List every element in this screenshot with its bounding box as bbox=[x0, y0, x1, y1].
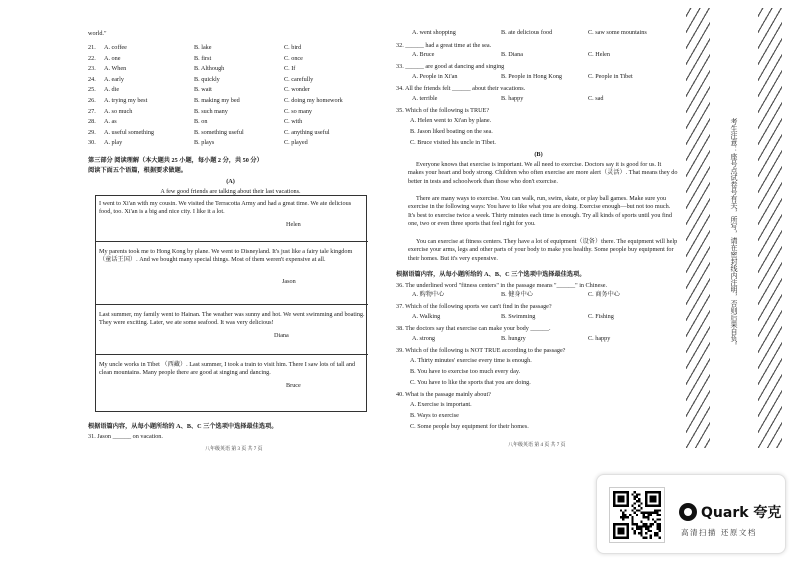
question-number: 29. bbox=[88, 128, 96, 136]
question-35: 35. Which of the following is TRUE? bbox=[396, 107, 490, 114]
option-a: A. Bruce bbox=[412, 51, 435, 58]
option-b: B. wait bbox=[194, 86, 212, 94]
question-number: 30. bbox=[88, 139, 96, 147]
q40-option-b: B. Ways to exercise bbox=[410, 412, 459, 419]
option-a: A. 购物中心 bbox=[412, 291, 445, 298]
option-c: C. Helen bbox=[588, 51, 610, 58]
q39-option-a: A. Thirty minutes' exercise every time is enough. bbox=[410, 357, 532, 364]
instruction-b: 根据语篇内容，从每小题所给的 A、B、C 三个选项中选择最佳选项。 bbox=[396, 271, 586, 278]
question-40: 40. What is the passage mainly about? bbox=[396, 391, 491, 398]
quark-scan-badge[interactable] bbox=[596, 474, 786, 554]
q40-option-a: A. Exercise is important. bbox=[410, 401, 472, 408]
option-b: B. hungry bbox=[501, 335, 526, 342]
question-number: 26. bbox=[88, 97, 96, 104]
qr-code-icon[interactable] bbox=[609, 487, 665, 543]
passage-b-paragraph: Everyone knows that exercise is important. We all need to exercise. Doctors say it is good for us. It makes your heart and body strong. Children who often exercise are more alert（灵活）. That means they do better in tests and schoolwork than those who don't exercise. bbox=[408, 161, 678, 185]
option-c: C. bird bbox=[284, 44, 302, 51]
option-a: A. early bbox=[104, 75, 124, 83]
q37-options bbox=[404, 312, 684, 321]
option-c: C. with bbox=[284, 118, 303, 126]
q39-option-b: B. You have to exercise too much every day. bbox=[410, 368, 521, 375]
option-a: A. went shopping bbox=[412, 29, 456, 36]
q38-options bbox=[404, 334, 684, 343]
option-a: A. one bbox=[104, 54, 121, 62]
question-number: 23. bbox=[88, 65, 96, 73]
option-c: C. wonder bbox=[284, 86, 310, 94]
option-c: C. People in Tibet bbox=[588, 73, 633, 80]
hatch-pattern bbox=[758, 8, 782, 448]
q40-option-c: C. Some people buy equipment for their homes. bbox=[410, 423, 529, 430]
option-a: A. Walking bbox=[412, 313, 441, 320]
option-b: B. such many bbox=[194, 107, 228, 115]
option-b: B. something useful bbox=[194, 128, 244, 136]
option-b: B. happy bbox=[501, 95, 524, 102]
q33-options bbox=[404, 72, 684, 81]
left-footer: 八年级英语 第 3 页 共 7 页 bbox=[205, 447, 263, 452]
entry-text: My uncle works in Tibet （西藏）. Last summer, I took a train to visit him. There I saw lots of tall and clean mountains. Many people there are good at singing and dancing. bbox=[99, 361, 356, 377]
entry-name: Jason bbox=[282, 278, 296, 285]
question-34: 34. All the friends felt ______ about their vacations. bbox=[396, 85, 526, 92]
option-a: A. die bbox=[104, 86, 120, 94]
option-a: A. People in Xi'an bbox=[412, 73, 458, 80]
q34-options bbox=[404, 94, 684, 103]
quark-logo-icon bbox=[679, 503, 697, 521]
option-a: A. When bbox=[104, 65, 127, 73]
option-a: A. useful something bbox=[104, 128, 155, 136]
right-footer: 八年级英语 第 4 页 共 7 页 bbox=[508, 443, 566, 448]
option-b: B. quickly bbox=[194, 75, 220, 83]
candidate-notice: 考生注意：座号点试卷号有关，所写，请在密封线内注明，否则后果自负。 bbox=[730, 118, 738, 349]
option-c: C. anything useful bbox=[284, 128, 330, 136]
instruction-31: 根据语篇内容，从每小题所给的 A、B、C 三个选项中选择最佳选项。 bbox=[88, 423, 278, 430]
hatch-pattern bbox=[686, 8, 710, 448]
part3-instruction: 阅读下面五个语篇，根据要求做题。 bbox=[88, 167, 187, 174]
entry-name: Bruce bbox=[286, 382, 301, 389]
binding-margin bbox=[686, 8, 794, 448]
entry-name: Helen bbox=[286, 221, 301, 228]
top-fragment: world." bbox=[88, 30, 107, 37]
question-number: 21. bbox=[88, 44, 96, 51]
entry-text: I went to Xi'an with my cousin. We visited the Terracotta Army and had a great time. We ate delicious food, too. Xi'an is a big and nice city. I like it a lot. bbox=[99, 200, 352, 216]
option-c: C. so many bbox=[284, 107, 313, 115]
question-31: 31. Jason ______ on vacation. bbox=[88, 433, 163, 440]
option-c: C. carefully bbox=[284, 75, 314, 83]
q35-option-a: A. Helen went to Xi'an by plane. bbox=[410, 117, 492, 124]
question-37: 37. Which of the following sports we can't find in the passage? bbox=[396, 303, 552, 310]
question-32: 32. ______ had a great time at the sea. bbox=[396, 42, 492, 49]
option-b: B. on bbox=[194, 118, 208, 126]
quark-subtitle: 高清扫描 还原文档 bbox=[681, 528, 757, 537]
option-b: B. plays bbox=[194, 139, 215, 147]
option-b: B. Diana bbox=[501, 51, 523, 58]
q35-option-b: B. Jason liked boating on the sea. bbox=[410, 128, 493, 135]
option-b: B. Swimming bbox=[501, 313, 536, 320]
part3-title: 第三部分 阅读理解（本大题共 25 小题，每小题 2 分，共 50 分） bbox=[88, 157, 263, 164]
passage-b-paragraph: There are many ways to exercise. You can walk, run, swim, skate, or play ball games. Make sure you exercise in the following ways: You have to like what you are doing. Exercise enough—but not too much. It's best to exercise twice a week. Thirty minutes each time is enough. Try all kinds of sports until you find one, two or even three sports that feel right for you. bbox=[408, 195, 672, 228]
section-b-label: (B) bbox=[534, 151, 543, 158]
option-b: B. People in Hong Kong bbox=[501, 73, 563, 80]
q35-option-c: C. Bruce visited his uncle in Tibet. bbox=[410, 139, 496, 146]
entry-text: Last summer, my family went to Hainan. The weather was sunny and hot. We went swimming and boating. They were exciting. Later, we ate some seafood. It was very delicious! bbox=[99, 311, 365, 327]
question-39: 39. Which of the following is NOT TRUE according to the passage? bbox=[396, 347, 566, 354]
option-b: B. 健身中心 bbox=[501, 291, 533, 298]
q32-options bbox=[404, 50, 684, 59]
question-number: 27. bbox=[88, 107, 96, 115]
option-b: B. first bbox=[194, 54, 212, 62]
passage-b-paragraph: You can exercise at fitness centers. They have a lot of equipment（设备）there. The equipment will help exercise your arms, legs and other parts of your body to make you healthy. Some people buy equipment for their homes. But it's very expensive. bbox=[408, 238, 678, 262]
option-c: C. saw some mountains bbox=[588, 29, 647, 36]
option-c: C. played bbox=[284, 139, 308, 147]
option-b: B. making my bed bbox=[194, 97, 240, 104]
q39-option-c: C. You have to like the sports that you are doing. bbox=[410, 379, 531, 386]
option-c: C. once bbox=[284, 54, 303, 62]
option-a: A. strong bbox=[412, 335, 436, 342]
entry-text: My parents took me to Hong Kong by plane. We went to Disneyland. It's just like a fairy tale kingdom （童话王国）. And we bought many special things. Most of them weren't expensive at all. bbox=[99, 248, 353, 264]
question-number: 28. bbox=[88, 118, 96, 126]
question-number: 25. bbox=[88, 86, 96, 94]
passage-a-intro: A few good friends are talking about their last vacations. bbox=[160, 188, 301, 195]
question-number: 22. bbox=[88, 54, 96, 62]
q31-options bbox=[404, 28, 684, 37]
q36-options bbox=[404, 290, 684, 299]
quark-brand-name: Quark 夸克 bbox=[701, 505, 782, 521]
option-a: A. play bbox=[104, 139, 123, 147]
question-38: 38. The doctors say that exercise can make your body ______. bbox=[396, 325, 551, 332]
question-33: 33. ______ are good at dancing and singing bbox=[396, 63, 505, 70]
option-c: C. Fishing bbox=[588, 313, 614, 320]
section-a-label: (A) bbox=[226, 178, 235, 185]
option-b: B. lake bbox=[194, 44, 212, 51]
option-c: C. sad bbox=[588, 95, 604, 102]
option-b: B. Although bbox=[194, 65, 225, 73]
entry-name: Diana bbox=[274, 332, 289, 339]
option-c: C. If bbox=[284, 65, 296, 73]
option-c: C. doing my homework bbox=[284, 97, 343, 104]
option-c: C. happy bbox=[588, 335, 611, 342]
option-c: C. 商务中心 bbox=[588, 291, 620, 298]
option-a: A. so much bbox=[104, 107, 133, 115]
option-a: A. coffee bbox=[104, 44, 127, 51]
question-36: 36. The underlined word "fitness centers" in the passage means "______" in Chinese. bbox=[396, 282, 608, 289]
option-b: B. ate delicious food bbox=[501, 29, 553, 36]
option-a: A. trying my best bbox=[104, 97, 148, 104]
option-a: A. terrible bbox=[412, 95, 438, 102]
option-a: A. as bbox=[104, 118, 117, 126]
question-number: 24. bbox=[88, 75, 96, 83]
